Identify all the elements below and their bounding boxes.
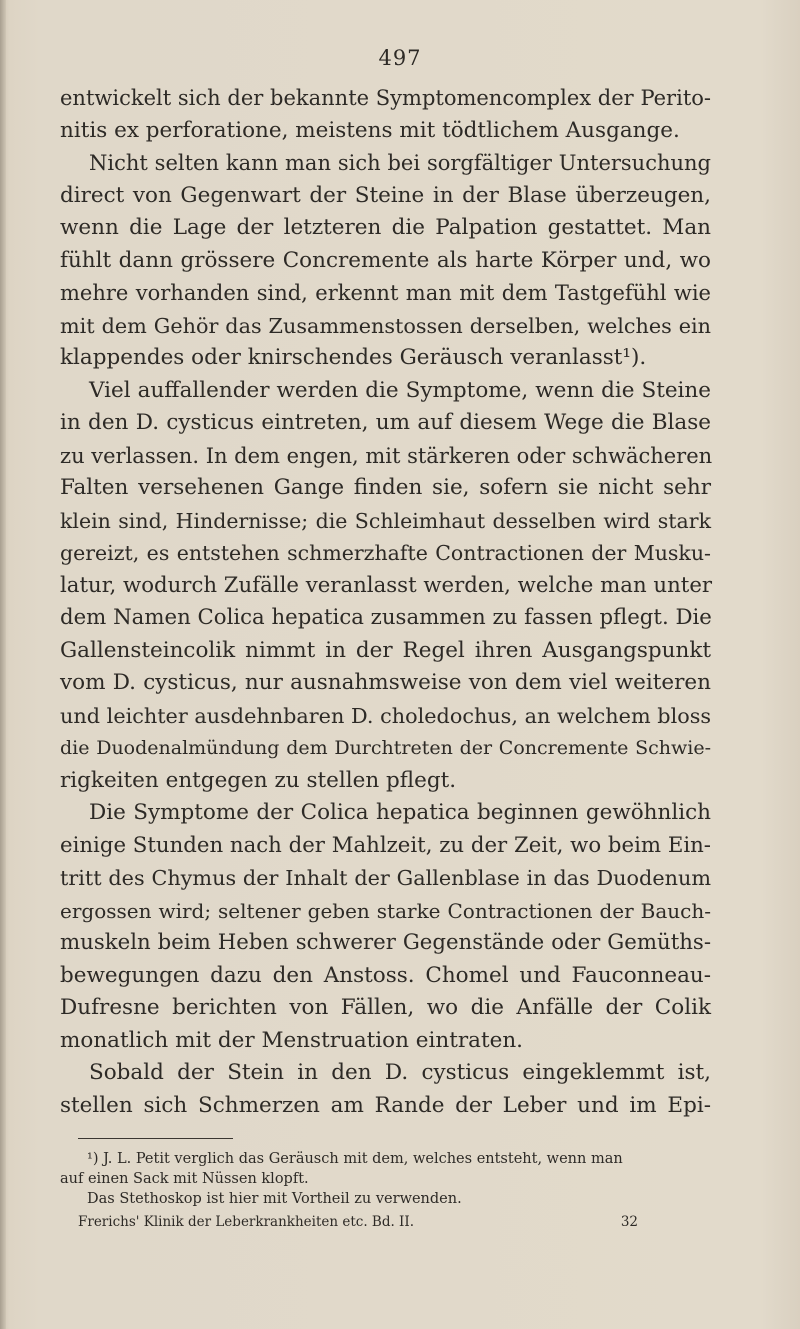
text-line: fühlt dann grössere Concremente als harte Körper und, wo [60,247,711,273]
text-line: die Duodenalmündung dem Durchtreten der Concremente Schwie- [60,737,711,759]
text-line: mit dem Gehör das Zusammenstossen derselben, welches ein [60,313,711,338]
page-number: 497 [378,46,422,70]
page-edge-shadow [0,0,6,1329]
text-line: entwickelt sich der bekannte Symptomencomplex der Perito- [60,86,711,110]
text-line: in den D. cysticus eintreten, um auf diesem Wege die Blase [60,410,711,435]
text-line: Viel auffallender werden die Symptome, wenn die Steine [89,377,711,403]
text-line: nitis ex perforatione, meistens mit tödtlichem Ausgange. [60,117,680,143]
text-line: ergossen wird; seltener geben starke Contractionen der Bauch- [60,898,711,923]
text-line: klein sind, Hindernisse; die Schleimhaut desselben wird stark [60,508,711,533]
text-line: mehre vorhanden sind, erkennt man mit dem Tastgefühl wie [60,281,711,305]
text-line: stellen sich Schmerzen am Rande der Leber und im Epi- [60,1092,711,1118]
text-line: latur, wodurch Zufälle veranlasst werden, welche man unter [60,572,713,598]
footnote-line: Das Stethoskop ist hier mit Vortheil zu verwenden. [87,1191,462,1207]
signature-mark: 32 [620,1214,638,1230]
footnote-line: auf einen Sack mit Nüssen klopft. [60,1171,309,1187]
text-line: klappendes oder knirschendes Geräusch veranlasst¹). [60,345,647,370]
text-line: Sobald der Stein in den D. cysticus eingeklemmt ist, [89,1060,711,1085]
text-line: zu verlassen. In dem engen, mit stärkeren oder schwächeren [60,443,713,468]
text-line: rigkeiten entgegen zu stellen pflegt. [60,767,457,793]
text-line: monatlich mit der Menstruation eintraten. [60,1027,524,1053]
body-text [60,82,711,1122]
text-line: Falten versehenen Gange finden sie, sofern sie nicht sehr [60,475,711,500]
footnote-line: ¹) J. L. Petit verglich das Geräusch mit dem, welches entsteht, wenn man [87,1151,623,1167]
text-line: gereizt, es entstehen schmerzhafte Contractionen der Musku- [60,541,711,565]
text-line: muskeln beim Heben schwerer Gegenstände oder Gemüths- [60,930,711,955]
text-line: Nicht selten kann man sich bei sorgfältiger Untersuchung [89,151,711,175]
footnote-divider [78,1138,233,1139]
text-line: einige Stunden nach der Mahlzeit, zu der Zeit, wo beim Ein- [60,832,711,858]
text-line: tritt des Chymus der Inhalt der Gallenblase in das Duodenum [60,866,711,890]
text-line: direct von Gegenwart der Steine in der Blase überzeugen, [60,182,711,208]
footnote [60,1149,711,1209]
text-line: und leichter ausdehnbaren D. choledochus, an welchem bloss [60,703,711,728]
text-line: vom D. cysticus, nur ausnahmsweise von dem viel weiteren [60,670,711,695]
text-line: Gallensteincolik nimmt in der Regel ihren Ausgangspunkt [60,637,711,663]
signature-title: Frerichs' Klinik der Leberkrankheiten etc. Bd. II. [78,1214,415,1230]
printer-signature [78,1212,638,1232]
text-line: Dufresne berichten von Fällen, wo die Anfälle der Colik [60,995,711,1020]
text-line: dem Namen Colica hepatica zusammen zu fassen pflegt. Die [60,605,712,630]
text-line: Die Symptome der Colica hepatica beginnen gewöhnlich [89,800,711,825]
text-line: wenn die Lage der letzteren die Palpation gestattet. Man [60,215,711,240]
text-line: bewegungen dazu den Anstoss. Chomel und Fauconneau- [60,962,711,988]
